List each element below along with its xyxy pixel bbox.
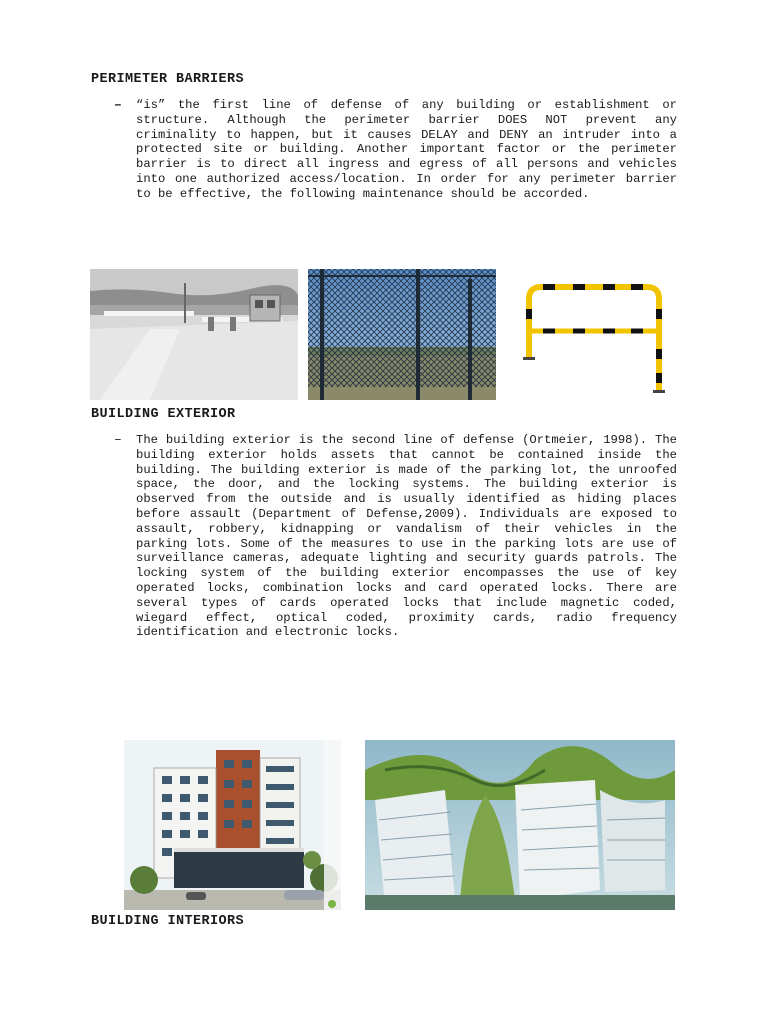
exterior-bullet	[114, 433, 678, 693]
chain-link-fence-image	[308, 269, 496, 400]
yellow-railing-image	[509, 269, 677, 400]
heading-perimeter-barriers: PERIMETER BARRIERS	[91, 72, 245, 87]
bullet-dash: –	[114, 432, 122, 447]
bullet-dash: –	[114, 97, 122, 112]
heading-building-interiors: BUILDING INTERIORS	[91, 914, 245, 929]
perimeter-paragraph: “is” the first line of defense of any building or establishment or structure. Although the perimeter barrier DOES NOT prevent any criminality to happen, but it causes DELAY and DENY an intruder into a protected site or building. Another important factor or the perimeter barrier is to direct all ingress and egress of all persons and vehicles into one authorized access/location. In order for any perimeter barrier to be effective, the following maintenance should be accorded.	[136, 98, 677, 201]
heading-building-exterior: BUILDING EXTERIOR	[91, 407, 236, 422]
exterior-paragraph: The building exterior is the second line of defense (Ortmeier, 1998). The building exterior holds assets that cannot be contained inside the building. The building exterior is made of the parking lot, the unroofed space, the door, and the locking systems. The building exterior is observed from the outside and is usually identified as hiding places before assault (Department of Defense,2009). Individuals are exposed to assault, robbery, kidnapping or vandalism of their vehicles in the parking lots. Some of the measures to use in the parking lots are use of surveillance cameras, adequate lighting and security guards patrols. The locking system of the building exterior encompasses the use of key operated locks, combination locks and card operated locks. There are several types of cards operated locks that include magnetic coded, wiegard effect, optical coded, proximity cards, radio frequency identification and electronic locks.	[136, 433, 677, 640]
gate-barrier-image	[90, 269, 298, 400]
apartment-tower-image	[124, 740, 341, 910]
green-roof-building-image	[365, 740, 675, 910]
perimeter-bullet	[114, 98, 678, 238]
